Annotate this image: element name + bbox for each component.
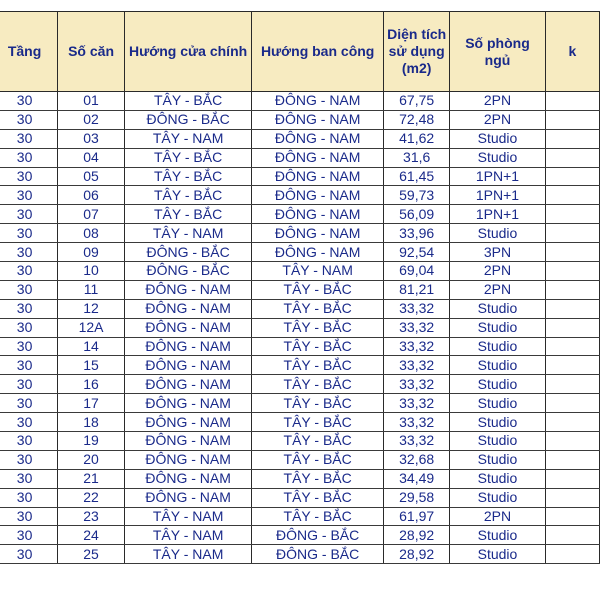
cell-floor: 30 — [0, 318, 58, 337]
table-row — [0, 375, 600, 394]
cell-cut-off — [545, 110, 599, 129]
cell-main-door-direction: ĐÔNG - NAM — [124, 299, 251, 318]
cell-balcony-direction: TÂY - BẮC — [252, 318, 384, 337]
cell-floor: 30 — [0, 450, 58, 469]
cell-balcony-direction: TÂY - BẮC — [252, 337, 384, 356]
cell-cut-off — [545, 167, 599, 186]
cell-usable-area: 33,32 — [384, 394, 450, 413]
cell-cut-off — [545, 299, 599, 318]
cell-unit-number: 09 — [58, 243, 125, 262]
table-row — [0, 243, 600, 262]
cell-cut-off — [545, 129, 599, 148]
cell-cut-off — [545, 413, 599, 432]
cell-main-door-direction: TÂY - BẮC — [124, 205, 251, 224]
cell-floor: 30 — [0, 356, 58, 375]
cell-main-door-direction: ĐÔNG - NAM — [124, 337, 251, 356]
table-row — [0, 318, 600, 337]
cell-balcony-direction: TÂY - NAM — [252, 262, 384, 281]
cell-cut-off — [545, 148, 599, 167]
cell-cut-off — [545, 186, 599, 205]
cell-bedrooms: 1PN+1 — [450, 167, 545, 186]
cell-usable-area: 33,32 — [384, 432, 450, 451]
cell-balcony-direction: TÂY - BẮC — [252, 375, 384, 394]
table-row — [0, 507, 600, 526]
table-row — [0, 224, 600, 243]
cell-main-door-direction: TÂY - BẮC — [124, 186, 251, 205]
cell-floor: 30 — [0, 507, 58, 526]
cell-main-door-direction: TÂY - NAM — [124, 507, 251, 526]
cell-main-door-direction: ĐÔNG - BẮC — [124, 110, 251, 129]
cell-usable-area: 33,32 — [384, 299, 450, 318]
cell-cut-off — [545, 92, 599, 111]
cell-unit-number: 12A — [58, 318, 125, 337]
cell-bedrooms: Studio — [450, 299, 545, 318]
table-row — [0, 92, 600, 111]
cell-main-door-direction: ĐÔNG - BẮC — [124, 243, 251, 262]
cell-unit-number: 24 — [58, 526, 125, 545]
cell-cut-off — [545, 545, 599, 564]
cell-usable-area: 56,09 — [384, 205, 450, 224]
cell-usable-area: 81,21 — [384, 280, 450, 299]
cell-cut-off — [545, 488, 599, 507]
cell-floor: 30 — [0, 545, 58, 564]
cell-main-door-direction: TÂY - NAM — [124, 224, 251, 243]
cell-balcony-direction: TÂY - BẮC — [252, 469, 384, 488]
cell-usable-area: 33,32 — [384, 413, 450, 432]
table-row — [0, 337, 600, 356]
cell-balcony-direction: ĐÔNG - NAM — [252, 186, 384, 205]
cell-bedrooms: 2PN — [450, 92, 545, 111]
cell-floor: 30 — [0, 205, 58, 224]
cell-unit-number: 03 — [58, 129, 125, 148]
cell-bedrooms: 2PN — [450, 110, 545, 129]
cell-main-door-direction: ĐÔNG - NAM — [124, 318, 251, 337]
cell-floor: 30 — [0, 469, 58, 488]
cell-cut-off — [545, 262, 599, 281]
cell-bedrooms: Studio — [450, 129, 545, 148]
cell-unit-number: 11 — [58, 280, 125, 299]
cell-balcony-direction: TÂY - BẮC — [252, 356, 384, 375]
cell-cut-off — [545, 432, 599, 451]
cell-balcony-direction: ĐÔNG - NAM — [252, 148, 384, 167]
header-floor: Tầng — [0, 12, 58, 92]
table-row — [0, 262, 600, 281]
table-row — [0, 413, 600, 432]
cell-bedrooms: Studio — [450, 375, 545, 394]
cell-floor: 30 — [0, 280, 58, 299]
cell-balcony-direction: TÂY - BẮC — [252, 507, 384, 526]
cell-main-door-direction: TÂY - NAM — [124, 545, 251, 564]
cell-cut-off — [545, 318, 599, 337]
cell-bedrooms: 2PN — [450, 280, 545, 299]
cell-floor: 30 — [0, 299, 58, 318]
header-main-door-direction: Hướng cửa chính — [124, 12, 251, 92]
cell-usable-area: 33,32 — [384, 318, 450, 337]
cell-balcony-direction: TÂY - BẮC — [252, 299, 384, 318]
table-body — [0, 92, 600, 564]
cell-usable-area: 34,49 — [384, 469, 450, 488]
cell-usable-area: 72,48 — [384, 110, 450, 129]
cell-balcony-direction: ĐÔNG - NAM — [252, 224, 384, 243]
cell-cut-off — [545, 507, 599, 526]
apartment-table — [0, 11, 600, 564]
cell-floor: 30 — [0, 526, 58, 545]
cell-unit-number: 05 — [58, 167, 125, 186]
cell-main-door-direction: TÂY - NAM — [124, 526, 251, 545]
cell-bedrooms: 2PN — [450, 262, 545, 281]
cell-usable-area: 33,32 — [384, 337, 450, 356]
cell-bedrooms: Studio — [450, 148, 545, 167]
cell-main-door-direction: ĐÔNG - NAM — [124, 450, 251, 469]
cell-balcony-direction: ĐÔNG - NAM — [252, 110, 384, 129]
cell-main-door-direction: TÂY - NAM — [124, 129, 251, 148]
cell-main-door-direction: ĐÔNG - NAM — [124, 280, 251, 299]
cell-floor: 30 — [0, 224, 58, 243]
cell-bedrooms: Studio — [450, 450, 545, 469]
header-usable-area: Diện tích sử dụng (m2) — [384, 12, 450, 92]
cell-usable-area: 59,73 — [384, 186, 450, 205]
cell-balcony-direction: TÂY - BẮC — [252, 450, 384, 469]
cell-unit-number: 22 — [58, 488, 125, 507]
cell-unit-number: 23 — [58, 507, 125, 526]
cell-usable-area: 29,58 — [384, 488, 450, 507]
cell-cut-off — [545, 224, 599, 243]
header-row — [0, 12, 600, 92]
cell-main-door-direction: TÂY - BẮC — [124, 92, 251, 111]
cell-bedrooms: Studio — [450, 224, 545, 243]
cell-bedrooms: Studio — [450, 356, 545, 375]
cell-usable-area: 69,04 — [384, 262, 450, 281]
cell-floor: 30 — [0, 488, 58, 507]
header-bedrooms: Số phòng ngủ — [450, 12, 545, 92]
table-row — [0, 110, 600, 129]
table-row — [0, 167, 600, 186]
cell-unit-number: 17 — [58, 394, 125, 413]
cell-main-door-direction: ĐÔNG - NAM — [124, 488, 251, 507]
cell-bedrooms: Studio — [450, 432, 545, 451]
cell-cut-off — [545, 337, 599, 356]
cell-main-door-direction: ĐÔNG - NAM — [124, 375, 251, 394]
cell-bedrooms: Studio — [450, 394, 545, 413]
cell-balcony-direction: ĐÔNG - NAM — [252, 92, 384, 111]
cell-floor: 30 — [0, 394, 58, 413]
cell-usable-area: 33,96 — [384, 224, 450, 243]
cell-usable-area: 28,92 — [384, 526, 450, 545]
cell-bedrooms: Studio — [450, 337, 545, 356]
cell-usable-area: 33,32 — [384, 375, 450, 394]
cell-floor: 30 — [0, 337, 58, 356]
cell-bedrooms: 3PN — [450, 243, 545, 262]
cell-cut-off — [545, 356, 599, 375]
cell-balcony-direction: TÂY - BẮC — [252, 394, 384, 413]
cell-bedrooms: Studio — [450, 469, 545, 488]
table-row — [0, 148, 600, 167]
cell-unit-number: 08 — [58, 224, 125, 243]
cell-bedrooms: Studio — [450, 413, 545, 432]
cell-floor: 30 — [0, 432, 58, 451]
table-row — [0, 469, 600, 488]
cell-unit-number: 06 — [58, 186, 125, 205]
cell-floor: 30 — [0, 92, 58, 111]
cell-floor: 30 — [0, 186, 58, 205]
cell-cut-off — [545, 243, 599, 262]
cell-unit-number: 14 — [58, 337, 125, 356]
cell-cut-off — [545, 375, 599, 394]
cell-floor: 30 — [0, 148, 58, 167]
cell-usable-area: 67,75 — [384, 92, 450, 111]
cell-balcony-direction: ĐÔNG - NAM — [252, 243, 384, 262]
apartment-table-container — [0, 11, 600, 564]
cell-unit-number: 16 — [58, 375, 125, 394]
cell-balcony-direction: ĐÔNG - NAM — [252, 205, 384, 224]
cell-usable-area: 33,32 — [384, 356, 450, 375]
cell-unit-number: 07 — [58, 205, 125, 224]
table-row — [0, 526, 600, 545]
cell-main-door-direction: ĐÔNG - NAM — [124, 413, 251, 432]
header-balcony-direction: Hướng ban công — [252, 12, 384, 92]
cell-usable-area: 92,54 — [384, 243, 450, 262]
cell-main-door-direction: TÂY - BẮC — [124, 167, 251, 186]
cell-balcony-direction: TÂY - BẮC — [252, 488, 384, 507]
table-row — [0, 186, 600, 205]
cell-usable-area: 32,68 — [384, 450, 450, 469]
table-row — [0, 545, 600, 564]
cell-unit-number: 25 — [58, 545, 125, 564]
cell-unit-number: 12 — [58, 299, 125, 318]
header-cut-off-column: k — [545, 12, 599, 92]
cell-main-door-direction: ĐÔNG - NAM — [124, 394, 251, 413]
cell-unit-number: 20 — [58, 450, 125, 469]
cell-usable-area: 61,97 — [384, 507, 450, 526]
table-row — [0, 450, 600, 469]
cell-unit-number: 19 — [58, 432, 125, 451]
cell-unit-number: 04 — [58, 148, 125, 167]
cell-floor: 30 — [0, 110, 58, 129]
table-row — [0, 394, 600, 413]
cell-cut-off — [545, 205, 599, 224]
cell-balcony-direction: TÂY - BẮC — [252, 280, 384, 299]
cell-usable-area: 31,6 — [384, 148, 450, 167]
cell-bedrooms: 2PN — [450, 507, 545, 526]
table-row — [0, 432, 600, 451]
cell-cut-off — [545, 469, 599, 488]
cell-floor: 30 — [0, 167, 58, 186]
cell-floor: 30 — [0, 262, 58, 281]
cell-floor: 30 — [0, 375, 58, 394]
cell-balcony-direction: ĐÔNG - BẮC — [252, 545, 384, 564]
cell-unit-number: 01 — [58, 92, 125, 111]
cell-usable-area: 41,62 — [384, 129, 450, 148]
cell-main-door-direction: ĐÔNG - NAM — [124, 432, 251, 451]
cell-main-door-direction: ĐÔNG - BẮC — [124, 262, 251, 281]
cell-unit-number: 02 — [58, 110, 125, 129]
cell-balcony-direction: TÂY - BẮC — [252, 432, 384, 451]
cell-bedrooms: 1PN+1 — [450, 186, 545, 205]
table-row — [0, 299, 600, 318]
table-row — [0, 205, 600, 224]
cell-floor: 30 — [0, 129, 58, 148]
cell-balcony-direction: ĐÔNG - BẮC — [252, 526, 384, 545]
cell-floor: 30 — [0, 243, 58, 262]
cell-main-door-direction: ĐÔNG - NAM — [124, 469, 251, 488]
table-row — [0, 129, 600, 148]
cell-balcony-direction: TÂY - BẮC — [252, 413, 384, 432]
cell-unit-number: 18 — [58, 413, 125, 432]
cell-bedrooms: Studio — [450, 526, 545, 545]
cell-unit-number: 10 — [58, 262, 125, 281]
cell-main-door-direction: TÂY - BẮC — [124, 148, 251, 167]
cell-bedrooms: Studio — [450, 545, 545, 564]
cell-unit-number: 21 — [58, 469, 125, 488]
cell-cut-off — [545, 280, 599, 299]
cell-cut-off — [545, 526, 599, 545]
table-row — [0, 488, 600, 507]
cell-balcony-direction: ĐÔNG - NAM — [252, 167, 384, 186]
cell-cut-off — [545, 450, 599, 469]
cell-usable-area: 28,92 — [384, 545, 450, 564]
cell-unit-number: 15 — [58, 356, 125, 375]
cell-usable-area: 61,45 — [384, 167, 450, 186]
cell-cut-off — [545, 394, 599, 413]
table-row — [0, 356, 600, 375]
header-unit-number: Số căn — [58, 12, 125, 92]
cell-bedrooms: Studio — [450, 488, 545, 507]
cell-balcony-direction: ĐÔNG - NAM — [252, 129, 384, 148]
cell-floor: 30 — [0, 413, 58, 432]
cell-bedrooms: Studio — [450, 318, 545, 337]
cell-main-door-direction: ĐÔNG - NAM — [124, 356, 251, 375]
table-row — [0, 280, 600, 299]
cell-bedrooms: 1PN+1 — [450, 205, 545, 224]
